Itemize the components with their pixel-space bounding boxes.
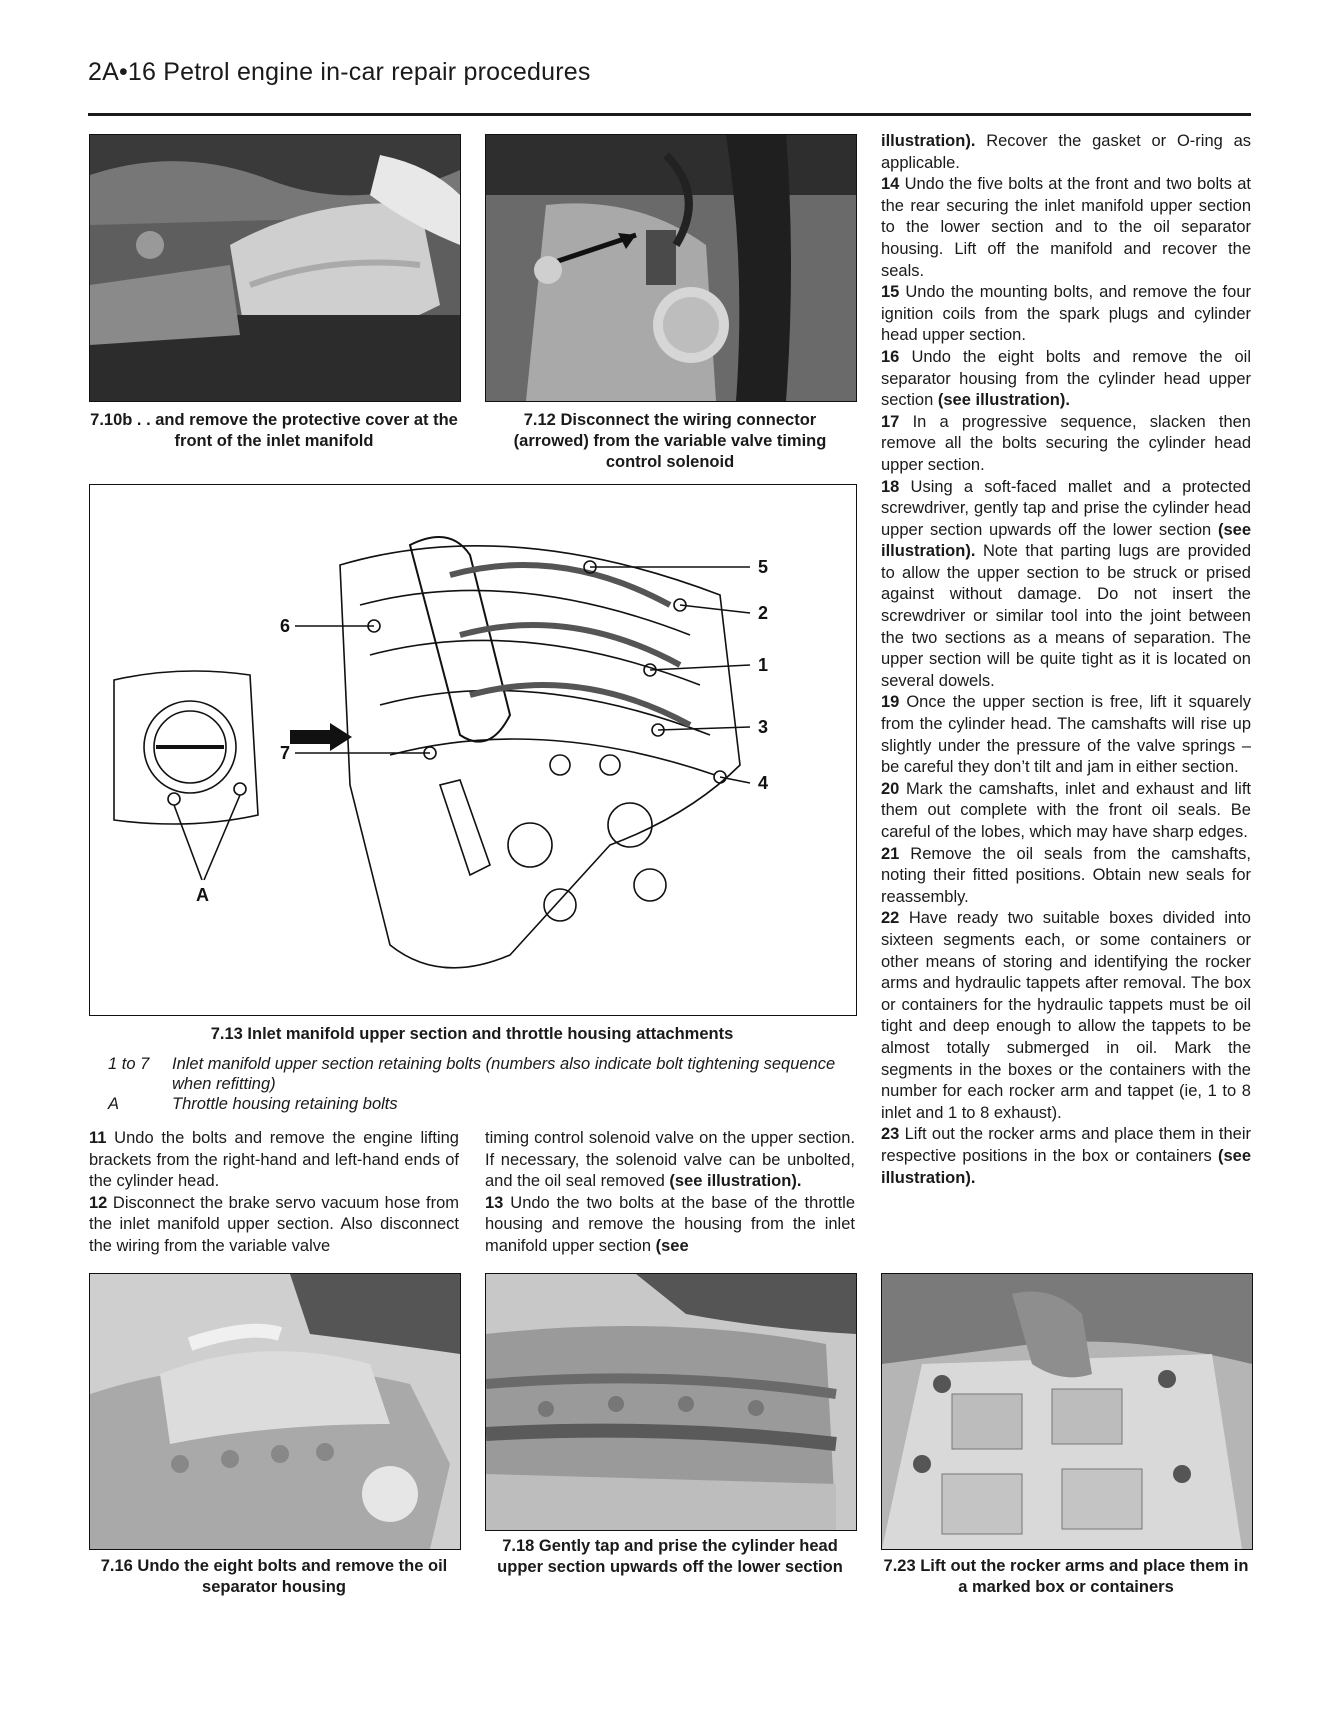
step-number: 22 (881, 909, 900, 928)
diagram-label-3: 3 (758, 717, 769, 737)
paragraph-13-continued (881, 131, 1251, 174)
diagram-label-a: A (196, 885, 209, 905)
caption-7-16: 7.16 Undo the eight bolts and remove the oil separator housing (100, 1557, 448, 1596)
paragraph-12-continued (485, 1128, 855, 1193)
paragraph-20 (881, 779, 1251, 844)
caption-7-13: 7.13 Inlet manifold upper section and throttle housing attachments (210, 1025, 734, 1043)
diagram-legend (108, 1054, 848, 1114)
text-column-left (89, 1128, 459, 1258)
step-number: 14 (881, 175, 900, 194)
step-text: Lift out the rocker arms and place them in their respective positions in the box or containers (881, 1125, 1251, 1165)
paragraph-14 (881, 174, 1251, 282)
step-text: Using a soft-faced mallet and a protected screwdriver, gently tap and prise the cylinder head upper section upwards off the lower section (881, 477, 1251, 539)
step-text: Undo the bolts and remove the engine lifting brackets from the right-hand and left-hand ends of the cylinder head. (89, 1129, 459, 1191)
legend-row (108, 1094, 848, 1114)
step-text: Undo the eight bolts and remove the oil separator housing from the cylinder head upper section (881, 347, 1251, 410)
caption-7-12: 7.12 Disconnect the wiring connector (arrowed) from the variable valve timing control solenoid (513, 411, 827, 471)
diagram-label-7: 7 (280, 743, 291, 763)
paragraph-11 (89, 1128, 459, 1193)
legend-key: 1 to 7 (108, 1055, 150, 1073)
step-text: Have ready two suitable boxes divided into sixteen segments each, or some containers or other means of storing and identifying the rocker arms and hydraulic tappets after removal. The box or containers for the hydraulic tappets must be oil tight and deep enough to allow the tappets to be almost totally submerged in oil. Mark the segments in the boxes or the containers with the number for each rocker arm and tappet (ie, 1 to 8 inlet and 1 to 8 exhaust). (881, 909, 1251, 1122)
step-text: Undo the mounting bolts, and remove the four ignition coils from the spark plugs and cylinder head upper section. (881, 283, 1251, 345)
step-text: Recover the gasket or O-ring as applicable. (881, 132, 1251, 172)
step-number: 23 (881, 1125, 900, 1144)
legend-text: Inlet manifold upper section retaining bolts (numbers also indicate bolt tightening sequence when refitting) (172, 1055, 836, 1093)
step-text: In a progressive sequence, slacken then remove all the bolts securing the cylinder head upper section. (881, 412, 1251, 474)
step-text: Remove the oil seals from the camshafts, noting their fitted positions. Obtain new seals for reassembly. (881, 844, 1251, 906)
photo-7-12 (485, 134, 857, 402)
step-number: 19 (881, 693, 900, 712)
paragraph-15 (881, 282, 1251, 347)
diagram-label-6: 6 (280, 616, 291, 636)
paragraph-18 (881, 477, 1251, 693)
page-header: 2A•16 Petrol engine in-car repair procedures (88, 58, 591, 86)
step-number: 17 (881, 412, 900, 431)
step-number: 13 (485, 1193, 504, 1212)
photo-7-10b (89, 134, 461, 402)
step-text: Undo the five bolts at the front and two bolts at the rear securing the inlet manifold upper section to the lower section and to the oil separator housing. Lift off the manifold and recover the seals. (881, 175, 1251, 280)
diagram-7-13 (89, 484, 857, 1016)
step-number: 21 (881, 844, 900, 863)
step-number: 15 (881, 283, 900, 302)
step-text: Undo the two bolts at the base of the throttle housing and remove the housing from the inlet manifold upper section (485, 1193, 855, 1255)
paragraph-12 (89, 1193, 459, 1258)
diagram-label-5: 5 (758, 557, 769, 577)
photo-7-23 (881, 1273, 1253, 1550)
caption-7-18: 7.18 Gently tap and prise the cylinder head upper section upwards off the lower section (497, 1537, 843, 1576)
diagram-label-2: 2 (758, 603, 769, 623)
step-text: Mark the camshafts, inlet and exhaust and lift them out complete with the front oil seals. Be careful of the lobes, which may have sharp edges. (881, 779, 1251, 841)
step-number: 18 (881, 477, 900, 496)
step-text: Note that parting lugs are provided to allow the upper section to be struck or prised against without damage. Do not insert the screwdriver or similar tool into the joint between the two sections as a means of separation. The upper section will be quite tight as it is located on several dowels. (881, 542, 1251, 690)
text-column-right (881, 131, 1251, 1189)
paragraph-19 (881, 692, 1251, 778)
paragraph-16 (881, 347, 1251, 412)
legend-text: Throttle housing retaining bolts (172, 1095, 398, 1113)
diagram-label-1: 1 (758, 655, 769, 675)
step-text: timing control solenoid valve on the upper section. If necessary, the solenoid valve can be unbolted, and the oil seal removed (485, 1129, 855, 1191)
caption-7-23: 7.23 Lift out the rocker arms and place them in a marked box or containers (883, 1557, 1249, 1596)
legend-key: A (108, 1095, 120, 1113)
illustration-ref: (see illustration). (937, 391, 1070, 410)
paragraph-22 (881, 908, 1251, 1124)
step-number: 12 (89, 1193, 108, 1212)
photo-7-16 (89, 1273, 461, 1550)
step-text: Once the upper section is free, lift it squarely from the cylinder head. The camshafts will rise up slightly under the pressure of the valve springs – be careful they don’t tilt and jam in either section. (881, 693, 1252, 777)
step-number: 16 (881, 347, 900, 366)
diagram-label-4: 4 (758, 773, 769, 793)
illustration-ref: (see illustration). (881, 520, 1251, 561)
step-number: 11 (89, 1129, 107, 1147)
paragraph-23 (881, 1124, 1251, 1189)
photo-7-18 (485, 1273, 857, 1531)
caption-7-10b: 7.10b . . and remove the protective cover at the front of the inlet manifold (90, 411, 458, 450)
paragraph-21 (881, 844, 1251, 909)
paragraph-17 (881, 412, 1251, 477)
illustration-ref: (see illustration). (881, 1146, 1251, 1187)
step-number: 20 (881, 779, 900, 798)
illustration-ref: (see illustration). (669, 1172, 802, 1191)
step-text: Disconnect the brake servo vacuum hose from the inlet manifold upper section. Also disconnect the wiring from the variable valve (89, 1193, 459, 1255)
header-rule (88, 113, 1251, 116)
legend-row (108, 1054, 848, 1094)
text-column-middle (485, 1128, 855, 1258)
illustration-ref: (see (655, 1236, 689, 1255)
illustration-ref: illustration). (881, 132, 976, 150)
paragraph-13 (485, 1193, 855, 1258)
